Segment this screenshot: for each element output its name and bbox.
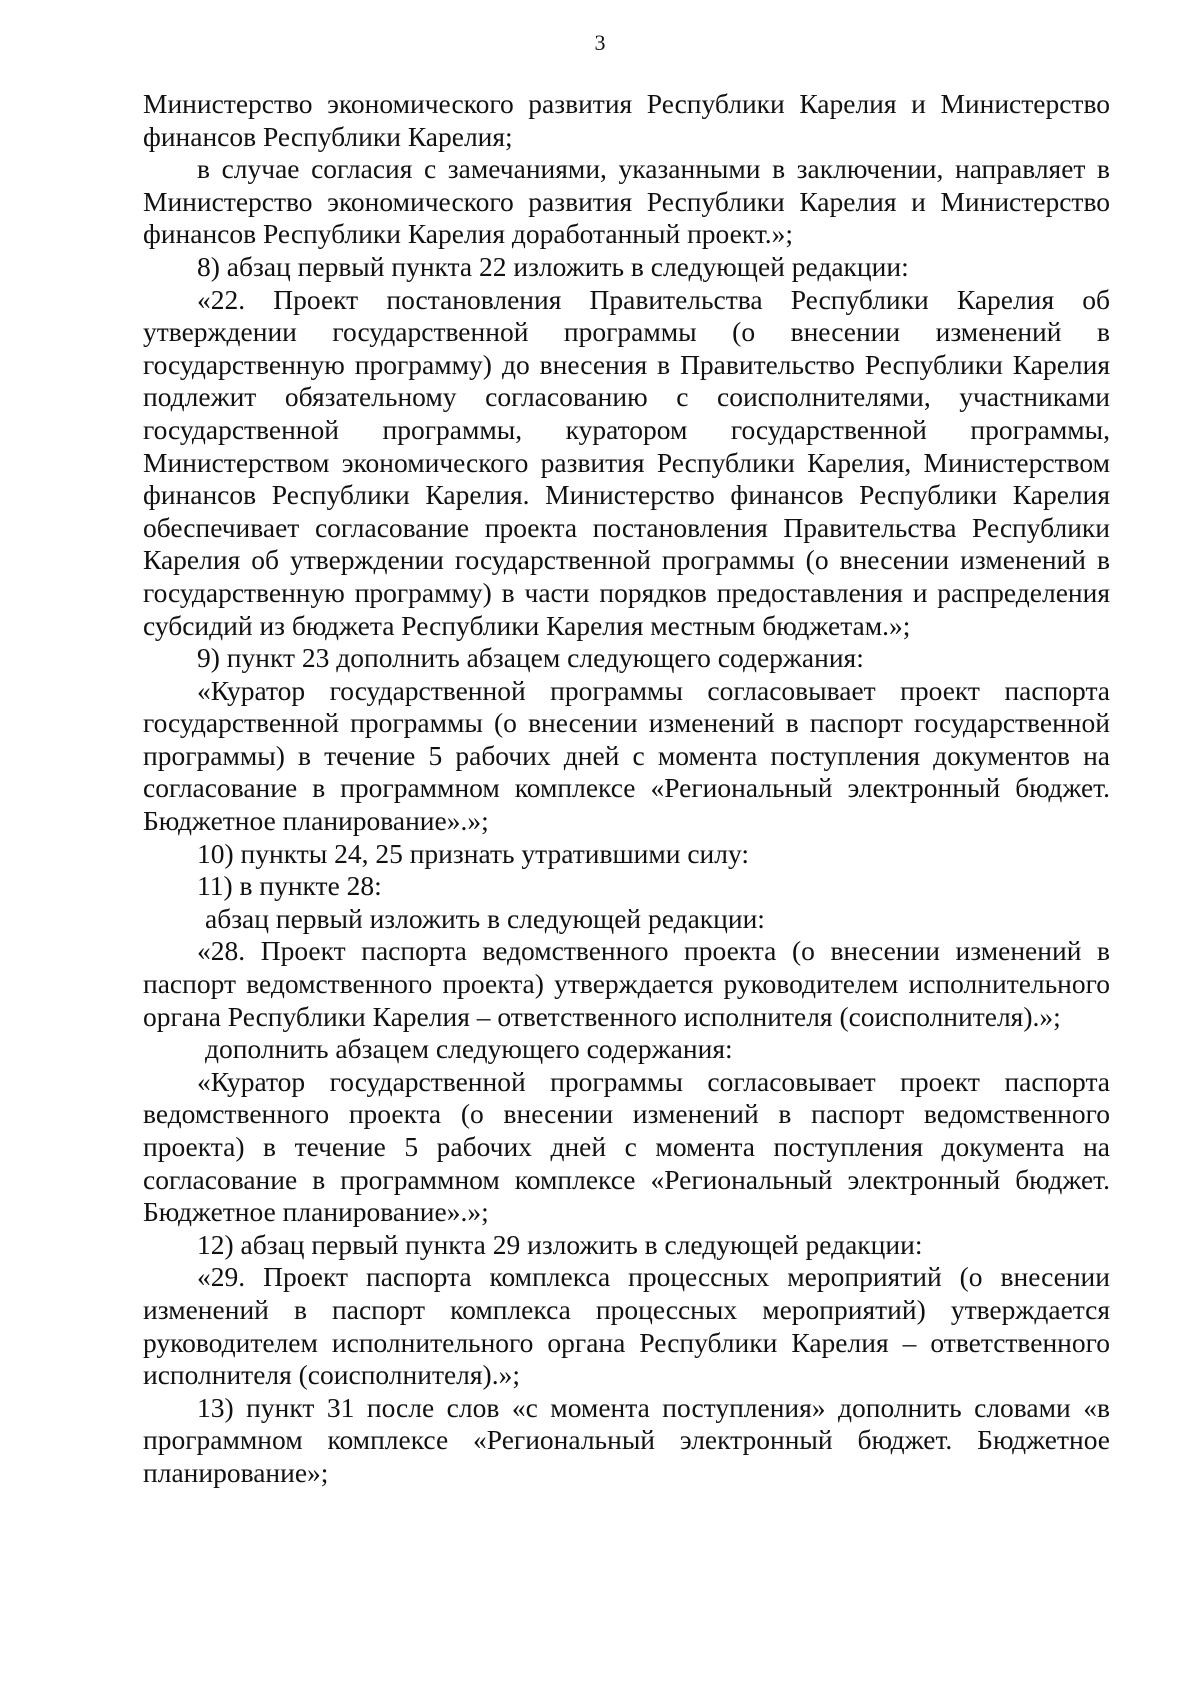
paragraph-clause-23-addition: «Куратор государственной программы согласовывает проект паспорта государственной программы (о внесении изменений в паспорт государственной программы) в течение 5 рабочих дней с момента поступления документов на согласование в программном комплексе «Региональный электронный бюджет. Бюджетное планирование».»; [143,674,1110,837]
paragraph-item-11: 11) в пункте 28: [197,870,382,902]
paragraph-item-9: 9) пункт 23 дополнить абзацем следующего содержания: [197,642,864,674]
paragraph-clause-29-text: «29. Проект паспорта комплекса процессных мероприятий (о внесении изменений в паспорт комплекса процессных мероприятий) утверждается руководителем исполнительного органа Республики Карелия – ответственного исполнителя (соисполнителя).»; [143,1261,1110,1391]
paragraph-supplement-intro: дополнить абзацем следующего содержания: [205,1033,733,1065]
paragraph-clause-22-text: «22. Проект постановления Правительства Республики Карелия об утверждении государственной программы (о внесении изменений в государственную программу) до внесения в Правительство Республики Карелия подлежит обязательному согласованию с соисполнителями, участниками государственной программы, куратором государственной программы, Министерством экономического развития Республики Карелия, Министерством финансов Республики Карелия. Министерство финансов Республики Карелия обеспечивает согласование проекта постановления Правительства Республики Карелия об утверждении государственной программы (о внесении изменений в государственную программу) в части порядков предоставления и распределения субсидий из бюджета Республики Карелия местным бюджетам.»; [143,283,1110,641]
paragraph-clause-28-text: «28. Проект паспорта ведомственного проекта (о внесении изменений в паспорт ведомственного проекта) утверждается руководителем исполнительного органа Республики Карелия – ответственного исполнителя (соисполнителя).»; [143,935,1110,1032]
document-body [143,88,1110,1490]
paragraph-item-8: 8) абзац первый пункта 22 изложить в следующей редакции: [197,250,909,282]
paragraph-ministries-list-end: Министерство экономического развития Республики Карелия и Министерство финансов Республики Карелия; [143,88,1110,152]
paragraph-first-abstract-wording: абзац первый изложить в следующей редакции: [205,902,765,934]
paragraph-clause-28-addition: «Куратор государственной программы согласовывает проект паспорта ведомственного проекта (о внесении изменений в паспорт ведомственного проекта) в течение 5 рабочих дней с момента поступления документа на согласование в программном комплексе «Региональный электронный бюджет. Бюджетное планирование».»; [143,1065,1110,1228]
paragraph-agreement-with-remarks: в случае согласия с замечаниями, указанными в заключении, направляет в Министерство экономического развития Республики Карелия и Министерство финансов Республики Карелия доработанный проект.»; [143,153,1110,250]
paragraph-item-13: 13) пункт 31 после слов «с момента поступления» дополнить словами «в программном комплексе «Региональный электронный бюджет. Бюджетное планирование»; [143,1391,1110,1488]
paragraph-item-10: 10) пункты 24, 25 признать утратившими силу: [197,837,750,869]
paragraph-item-12: 12) абзац первый пункта 29 изложить в следующей редакции: [197,1228,923,1260]
page-number: 3 [594,30,606,55]
